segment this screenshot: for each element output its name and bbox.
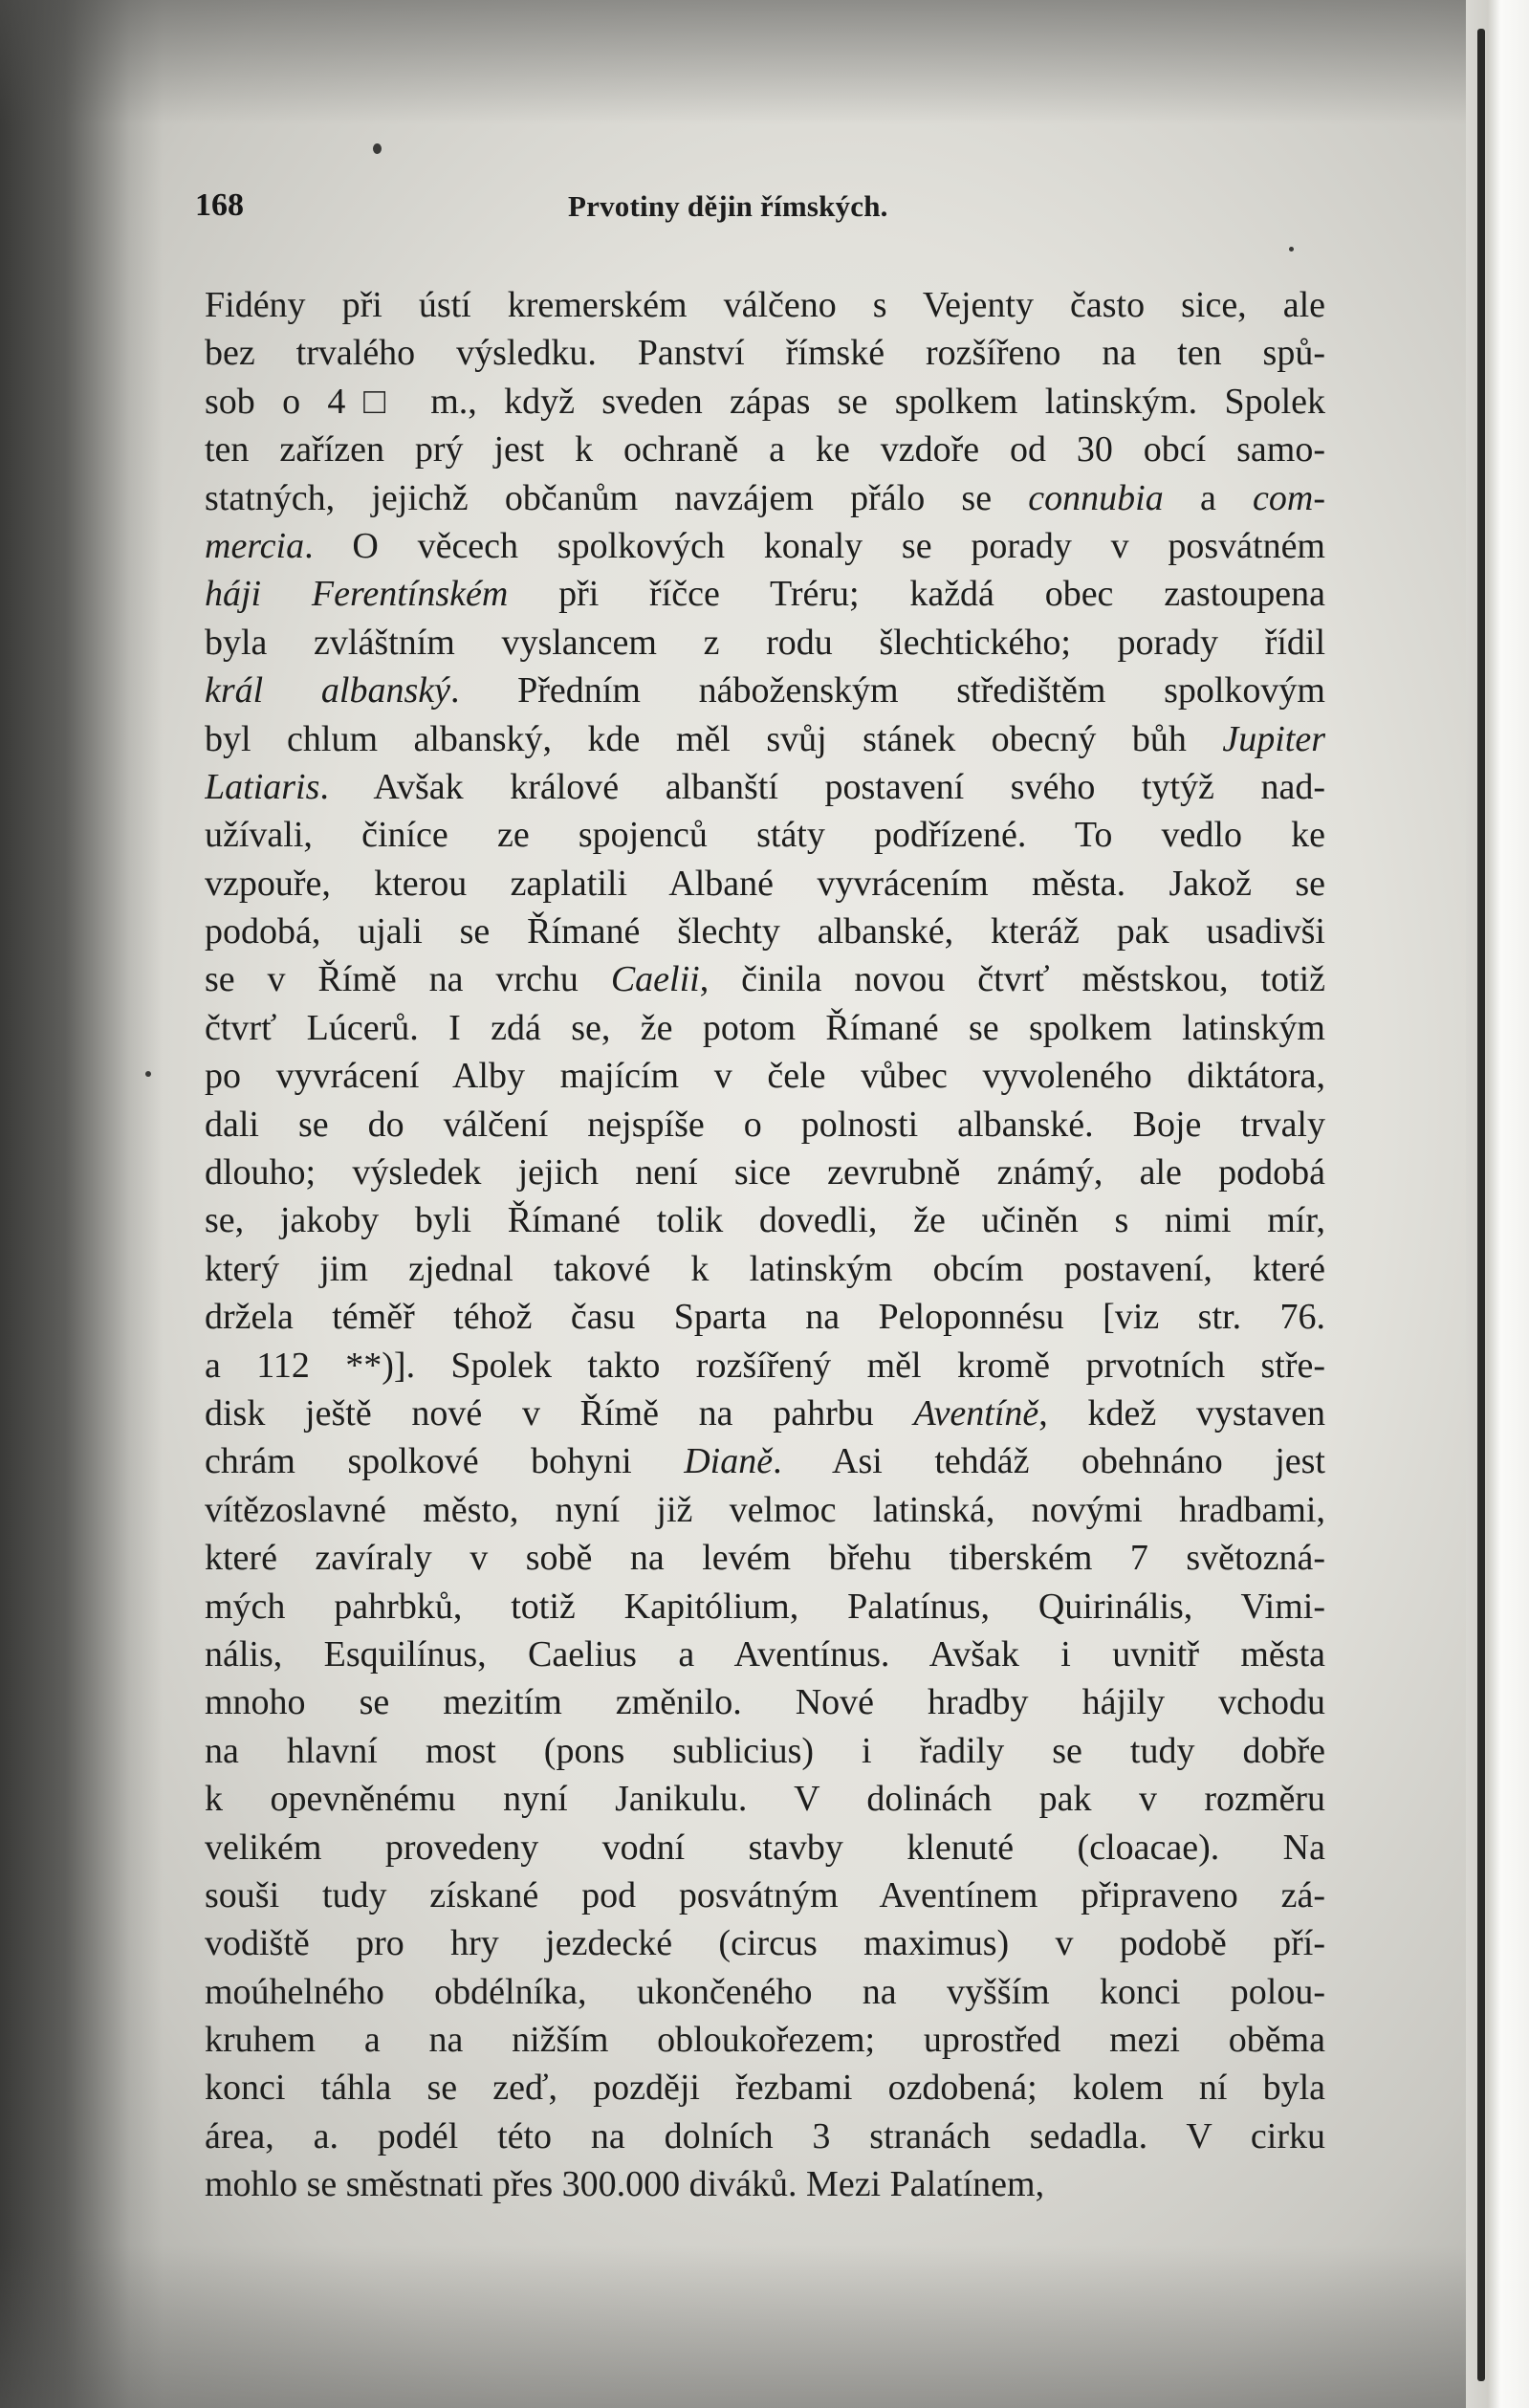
- text-line: [205, 1052, 1325, 1100]
- text-line: [205, 329, 1325, 377]
- page-edge-shadow: [0, 0, 163, 2408]
- italic-phrase: Aventíně: [913, 1392, 1039, 1434]
- text-run: vodiště pro hry jezdecké (circus maximus) v podobě pří-: [205, 1923, 1325, 1964]
- text-run: velikém provedeny vodní stavby klenuté (cloacae). Na: [205, 1827, 1325, 1868]
- text-run: disk ještě nové v Římě na pahrbu: [205, 1392, 914, 1434]
- italic-phrase: král albanský: [205, 670, 450, 711]
- text-line: [205, 908, 1325, 955]
- text-run: kruhem a na nižším obloukořezem; uprostřed mezi oběma: [205, 2020, 1325, 2061]
- text-run: se v Římě na vrchu: [205, 959, 611, 1000]
- running-head: [195, 187, 1329, 226]
- text-line: [205, 1631, 1325, 1678]
- text-line: [205, 619, 1325, 667]
- gutter-binding-line: [1477, 29, 1485, 2381]
- text-line: [205, 2112, 1325, 2160]
- text-run: po vyvrácení Alby majícím v čele vůbec vyvoleného diktátora,: [205, 1056, 1325, 1097]
- text-line: [205, 763, 1325, 811]
- text-run: bez trvalého výsledku. Panství římské rozšířeno na ten spů-: [205, 333, 1325, 374]
- italic-phrase: connubia: [1028, 477, 1164, 518]
- text-line: [205, 667, 1325, 714]
- text-line: [205, 1727, 1325, 1775]
- text-line: [205, 281, 1325, 329]
- text-line: [205, 1004, 1325, 1052]
- text-line: [205, 570, 1325, 618]
- ink-speck: [373, 143, 382, 154]
- text-run: sob o 4□ m., když sveden zápas se spolkem latinským. Spolek: [205, 381, 1325, 422]
- text-run: statných, jejichž občanům navzájem přálo se: [205, 477, 1029, 518]
- text-line: [205, 1919, 1325, 1967]
- italic-phrase: mercia: [205, 525, 305, 566]
- text-run: podobá, ujali se Římané šlechty albanské, kteráž pak usadivši: [205, 911, 1325, 952]
- text-run: mých pahrbků, totiž Kapitólium, Palatínus, Quirinális, Vimi-: [205, 1586, 1325, 1627]
- text-line: [205, 522, 1325, 570]
- text-run: . Asi tehdáž obehnáno jest: [773, 1441, 1325, 1482]
- text-line: [205, 2064, 1325, 2112]
- text-line: [205, 1437, 1325, 1485]
- text-run: Fidény při ústí kremerském válčeno s Vejenty často sice, ale: [205, 285, 1325, 325]
- text-run: se, jakoby byli Římané tolik dovedli, že učiněn s nimi mír,: [205, 1200, 1325, 1241]
- text-run: byla zvláštním vyslancem z rodu šlechtického; porady řídil: [205, 622, 1325, 663]
- text-run: a: [1163, 477, 1254, 518]
- text-line: [205, 1390, 1325, 1437]
- text-line: [205, 474, 1325, 522]
- running-head-title: Prvotiny dějin římských.: [568, 189, 888, 223]
- text-line: [205, 1534, 1325, 1582]
- text-line: [205, 1824, 1325, 1872]
- text-run: . Předním náboženským středištěm spolkovým: [449, 670, 1325, 711]
- text-run: . Avšak králové albanští postavení svého tytýž nad-: [319, 766, 1325, 807]
- top-shadow: [0, 0, 1529, 124]
- italic-phrase: Dianě: [684, 1441, 774, 1482]
- page-number: 168: [195, 187, 244, 223]
- text-run: při říčce Tréru; každá obec zastoupena: [508, 574, 1325, 615]
- book-gutter: [1466, 0, 1529, 2408]
- text-line: [205, 426, 1325, 473]
- italic-phrase: háji Ferentínském: [205, 574, 509, 615]
- text-line: [205, 860, 1325, 908]
- italic-phrase: Latiaris: [205, 766, 320, 807]
- text-line: [205, 378, 1325, 426]
- text-run: které zavíraly v sobě na levém břehu tiberském 7 světozná-: [205, 1538, 1325, 1579]
- body-text: [205, 281, 1325, 2209]
- text-run: . O věcech spolkových konaly se porady v posvátném: [304, 525, 1325, 566]
- italic-phrase: Jupiter: [1222, 718, 1325, 759]
- text-line: [205, 811, 1325, 859]
- text-line: [205, 2160, 1325, 2208]
- text-run: byl chlum albanský, kde měl svůj stánek obecný bůh: [205, 718, 1223, 759]
- italic-phrase: com-: [1253, 477, 1325, 518]
- ink-speck: [1289, 247, 1294, 252]
- text-run: vítězoslavné město, nyní již velmoc latinská, novými hradbami,: [205, 1489, 1325, 1530]
- text-run: mohlo se směstnati přes 300.000 diváků. Mezi Palatínem,: [205, 2164, 1045, 2205]
- text-run: , kdež vystaven: [1038, 1392, 1325, 1434]
- text-line: [205, 1245, 1325, 1293]
- text-line: [205, 1583, 1325, 1631]
- text-run: ten zařízen prý jest k ochraně a ke vzdoře od 30 obcí samo-: [205, 429, 1325, 471]
- text-run: k opevněnému nyní Janikulu. V dolinách pak v rozměru: [205, 1779, 1325, 1820]
- text-run: který jim zjednal takové k latinským obcím postavení, které: [205, 1248, 1325, 1289]
- text-run: , činila novou čtvrť městskou, totiž: [699, 959, 1325, 1000]
- text-run: souši tudy získané pod posvátným Aventínem připraveno zá-: [205, 1874, 1325, 1915]
- text-run: čtvrť Lúcerů. I zdá se, že potom Římané se spolkem latinským: [205, 1007, 1325, 1048]
- text-run: užívali, činíce ze spojenců státy podřízené. To vedlo ke: [205, 815, 1325, 856]
- text-line: [205, 1293, 1325, 1341]
- text-line: [205, 1342, 1325, 1390]
- text-line: [205, 1196, 1325, 1244]
- italic-phrase: Caelii: [610, 959, 700, 1000]
- bottom-shadow: [0, 2245, 1529, 2408]
- text-line: [205, 955, 1325, 1003]
- text-line: [205, 1968, 1325, 2016]
- text-line: [205, 1149, 1325, 1196]
- text-line: [205, 1775, 1325, 1823]
- text-run: držela téměř téhož času Sparta na Peloponnésu [viz str. 76.: [205, 1297, 1325, 1338]
- text-run: área, a. podél této na dolních 3 stranách sedadla. V cirku: [205, 2115, 1325, 2156]
- text-run: na hlavní most (pons sublicius) i řadily se tudy dobře: [205, 1730, 1325, 1771]
- text-line: [205, 1872, 1325, 1919]
- text-run: konci táhla se zeď, později řezbami ozdobená; kolem ní byla: [205, 2068, 1325, 2109]
- text-run: chrám spolkové bohyni: [205, 1441, 685, 1482]
- text-run: dlouho; výsledek jejich není sice zevrubně známý, ale podobá: [205, 1152, 1325, 1193]
- text-line: [205, 1101, 1325, 1149]
- text-run: moúhelného obdélníka, ukončeného na vyšším konci polou-: [205, 1971, 1325, 2012]
- text-run: mnoho se mezitím změnilo. Nové hradby hájily vchodu: [205, 1682, 1325, 1723]
- ink-speck: [145, 1071, 151, 1077]
- text-run: vzpouře, kterou zaplatili Albané vyvrácením města. Jakož se: [205, 863, 1325, 904]
- text-line: [205, 715, 1325, 763]
- text-line: [205, 1486, 1325, 1534]
- text-run: nális, Esquilínus, Caelius a Aventínus. Avšak i uvnitř města: [205, 1633, 1325, 1675]
- text-line: [205, 1678, 1325, 1726]
- text-run: dali se do válčení nejspíše o polnosti albanské. Boje trvaly: [205, 1104, 1325, 1145]
- text-run: a 112 **)]. Spolek takto rozšířený měl kromě prvotních stře-: [205, 1345, 1325, 1386]
- text-line: [205, 2016, 1325, 2064]
